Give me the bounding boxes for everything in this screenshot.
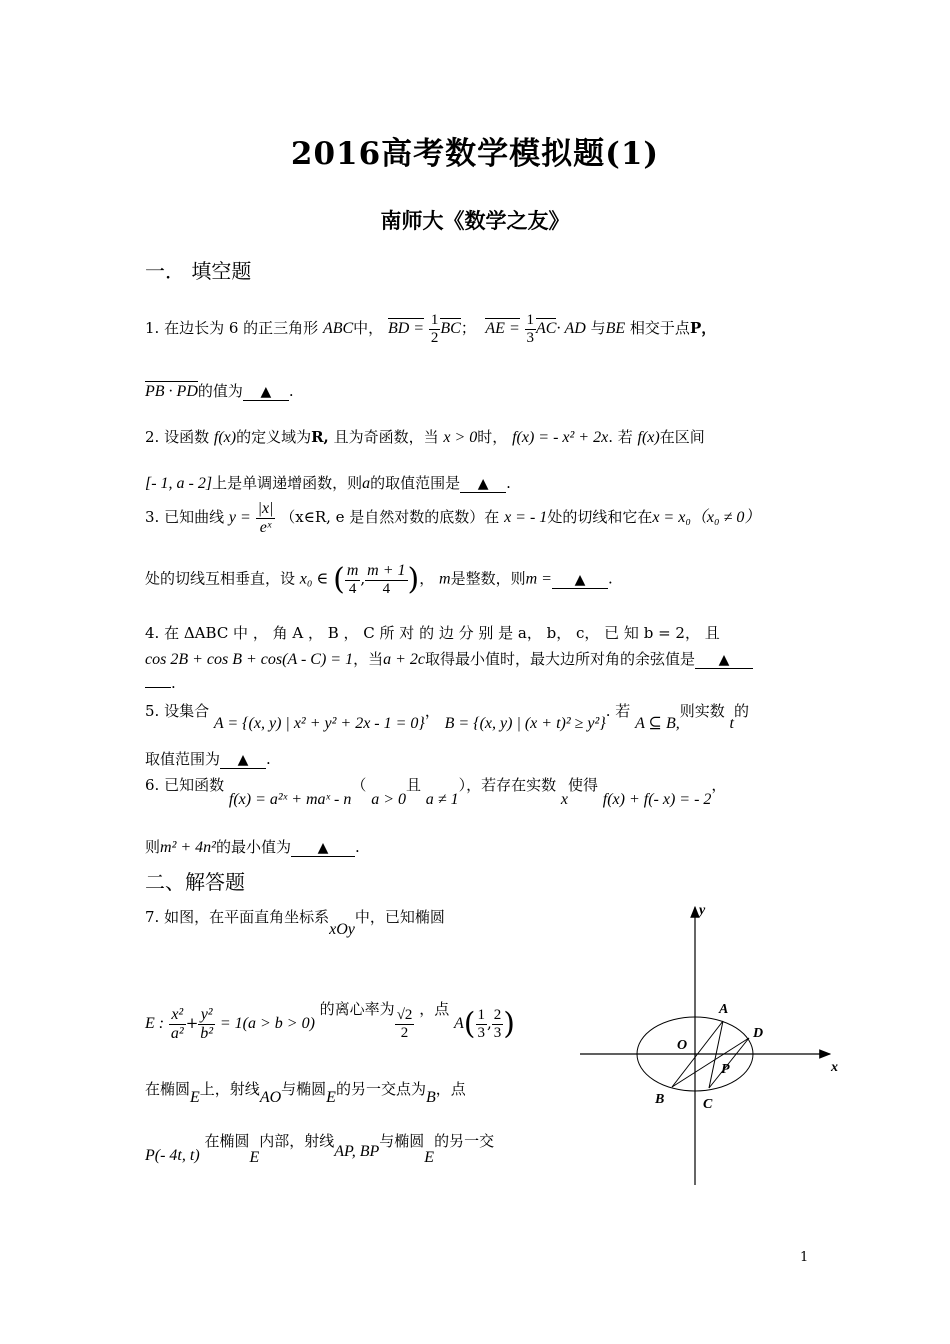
section-solve: 二、解答题	[145, 870, 245, 894]
page-title: 2016高考数学模拟题(1)	[290, 136, 660, 172]
question-7-line-4: P(- 4t, t) 在椭圆E内部，射线AP, BP与椭圆E的另一交	[145, 1132, 495, 1166]
answer-blank: ▲	[552, 572, 608, 589]
answer-blank: ▲	[291, 840, 355, 857]
question-5-line-2: 取值范围为 ▲ .	[145, 750, 271, 768]
question-1-line-2: PB · PD的值为 ▲ .	[145, 382, 294, 400]
question-1-line-1: 1. 在边长为 6 的正三角形 ABC中， BD = $\frac{1}{2}$ BC； AE = $\frac{1}{3}$ AC· AD 与BE 相交于点P，	[145, 312, 717, 346]
label-a: A	[719, 1002, 729, 1017]
ellipse-figure	[575, 895, 850, 1195]
y-axis-label: y	[699, 903, 706, 918]
question-7-line-1: 7. 如图，在平面直角坐标系xOy中，已知椭圆	[145, 908, 445, 938]
answer-blank: ▲	[460, 476, 506, 493]
question-3-line-2: 处的切线互相垂直，设 x₀ ∈ ( $\frac{m}{4}$ , $\frac{m + 1}{4}$ )， m是整数，则m = ▲ .	[145, 562, 613, 598]
question-4-line-3: .	[145, 674, 176, 692]
question-5-line-1: 5. 设集合 A = {(x, y) | x² + y² + 2x - 1 = 0}， B = {(x, y) | (x + t)² ≥ y²}. 若 A ⊆ B,则实数 t的	[145, 702, 749, 732]
answer-blank: ▲	[695, 652, 753, 669]
curve-fraction: $\frac{|x|}{\text{eˣ}}$	[257, 500, 274, 536]
answer-blank: ▲	[243, 384, 289, 401]
question-2-line-1: 2. 设函数 f(x)的定义域为R, 且为奇函数，当 x > 0时， f(x) = - x² + 2x. 若 f(x)在区间	[145, 428, 705, 446]
x-axis-label: x	[831, 1060, 838, 1075]
page-subtitle: 南师大《数学之友》	[380, 208, 570, 233]
question-6-line-2: 则m² + 4n²的最小值为 ▲ .	[145, 838, 360, 856]
question-4-line-1: 4. 在 ΔABC 中 ， 角 A ， B ， C 所 对 的 边 分 别 是 a， b， c， 已 知 b = 2， 且	[145, 624, 720, 642]
question-2-line-2: [- 1, a - 2]上是单调递增函数，则a的取值范围是 ▲ .	[145, 474, 511, 492]
label-o: O	[677, 1038, 688, 1053]
label-d: D	[753, 1026, 764, 1041]
question-3-line-1: 3. 已知曲线 y = $\frac{|x|}{\text{eˣ}}$ （x∈R, e 是自然对数的底数）在 x = - 1处的切线和它在x = x₀（x₀ ≠ 0）	[145, 500, 761, 536]
section-fill-in: 一． 填空题	[145, 259, 252, 283]
label-p: P	[721, 1062, 730, 1077]
label-c: C	[703, 1097, 713, 1112]
question-7-line-2: E : $\frac{\text{x²}}{\text{a²}}$ + $\frac{\text{y²}}{\text{b²}}$ = 1(a > b > 0) 的离心率为 $\frac{√2}{2}$ ，点 A( $\frac{1}{3}$ , $\frac{2}{3}$ )	[145, 1000, 515, 1042]
page-number: 1	[800, 1250, 809, 1265]
question-7-line-3: 在椭圆E上，射线AO与椭圆E的另一交点为B，点	[145, 1080, 466, 1106]
label-b: B	[655, 1092, 665, 1107]
question-4-line-2: cos 2B + cos B + cos(A - C) = 1，当a + 2c取得最小值时，最大边所对角的余弦值是 ▲	[145, 648, 753, 669]
question-6-line-1: 6. 已知函数 f(x) = a²ˣ + maˣ - n（ a > 0且 a ≠ 1），若存在实数 x使得 f(x) + f(- x) = - 2，	[145, 776, 727, 808]
answer-blank: ▲	[220, 752, 266, 769]
